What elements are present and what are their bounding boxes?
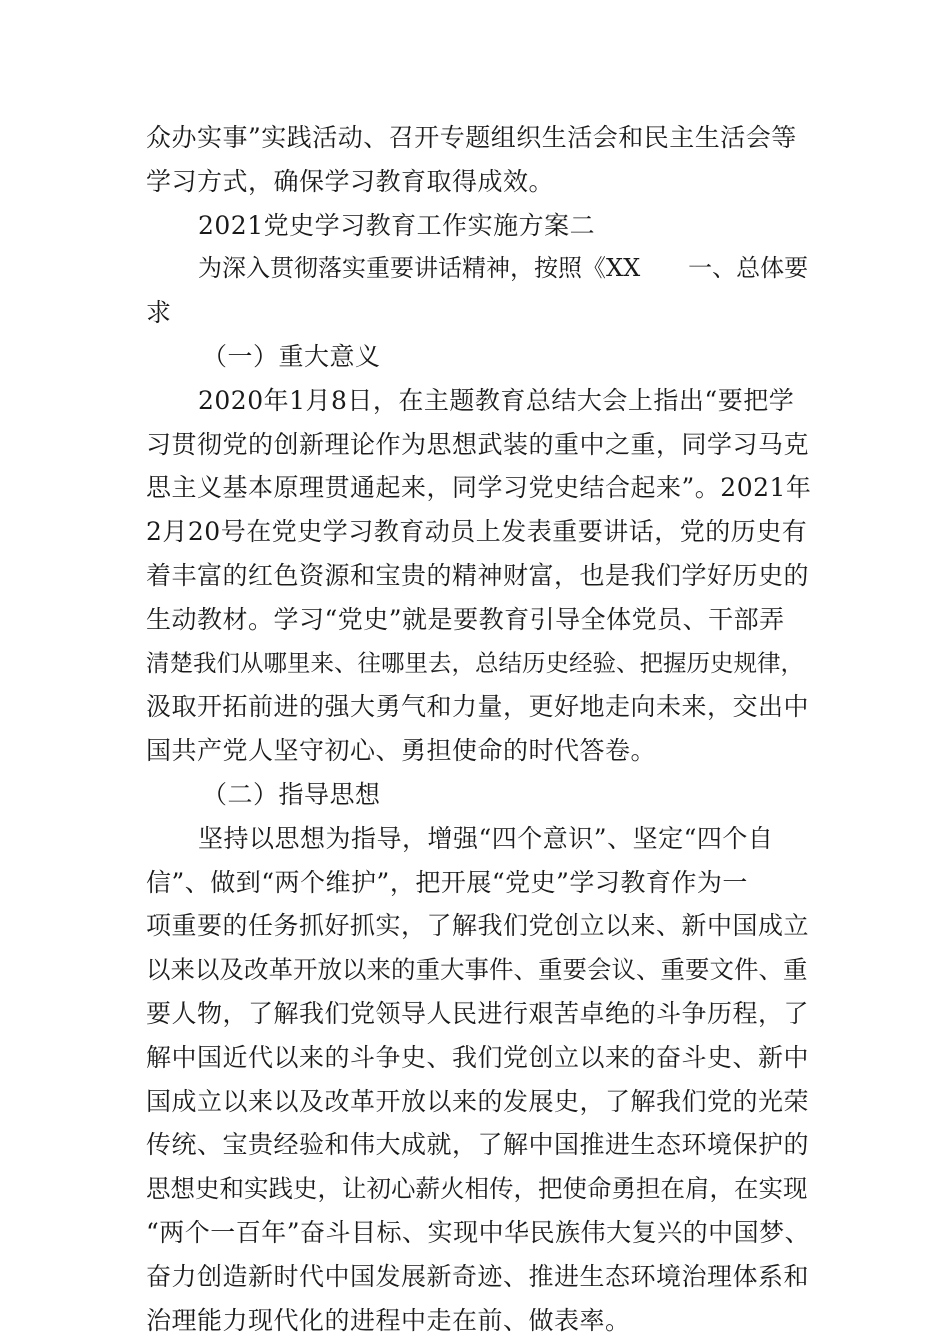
body-line-14: 汲取开拓前进的强大勇气和力量，更好地走向未来，交出中 (146, 692, 810, 722)
body-line-18: 信”、做到“两个维护”，把开展“党史”学习教育作为一 (146, 867, 748, 897)
body-line-25: 思想史和实践史，让初心薪火相传，把使命勇担在肩，在实现 (146, 1174, 808, 1204)
body-line-28: 治理能力现代化的进程中走在前、做表率。 (146, 1305, 631, 1335)
body-line-21: 要人物，了解我们党领导人民进行艰苦卓绝的斗争历程，了 (146, 998, 810, 1028)
body-line-13: 清楚我们从哪里来、往哪里去，总结历史经验、把握历史规律， (146, 648, 804, 677)
body-line-7: 2020年1月8日，在主题教育总结大会上指出“要把学 (198, 385, 795, 415)
body-line-15: 国共产党人坚守初心、勇担使命的时代答卷。 (146, 736, 657, 766)
subheading-significance: （一）重大意义 (202, 341, 381, 371)
body-line-11: 着丰富的红色资源和宝贵的精神财富，也是我们学好历史的 (146, 560, 810, 590)
body-line-17: 坚持以思想为指导，增强“四个意识”、坚定“四个自 (198, 823, 774, 853)
subheading-guiding-thought: （二）指导思想 (202, 779, 381, 809)
body-line-12: 生动教材。学习“党史”就是要教育引导全体党员、干部弄 (146, 604, 785, 634)
body-line-20: 以来以及改革开放以来的重大事件、重要会议、重要文件、重 (146, 955, 808, 985)
body-line-24: 传统、宝贵经验和伟大成就，了解中国推进生态环境保护的 (146, 1130, 810, 1160)
body-line-10: 2月20号在党史学习教育动员上发表重要讲话，党的历史有 (146, 517, 808, 547)
body-line-2: 学习方式，确保学习教育取得成效。 (146, 166, 555, 196)
body-line-27: 奋力创造新时代中国发展新奇迹、推进生态环境治理体系和 (146, 1261, 810, 1291)
section-title-line: 2021党史学习教育工作实施方案二 (198, 210, 596, 240)
body-line-4: 为深入贯彻落实重要讲话精神，按照《XX 一、总体要 (198, 254, 809, 283)
body-line-8: 习贯彻党的创新理论作为思想武装的重中之重，同学习马克 (146, 429, 810, 459)
body-line-26: “两个一百年”奋斗目标、实现中华民族伟大复兴的中国梦、 (146, 1217, 811, 1247)
body-line-5: 求 (146, 298, 172, 328)
body-line-1: 众办实事”实践活动、召开专题组织生活会和民主生活会等 (146, 123, 797, 152)
body-line-9: 思主义基本原理贯通起来，同学习党史结合起来”。2021年 (146, 473, 812, 503)
body-line-22: 解中国近代以来的斗争史、我们党创立以来的奋斗史、新中 (146, 1042, 810, 1072)
body-line-19: 项重要的任务抓好抓实，了解我们党创立以来、新中国成立 (146, 911, 810, 941)
body-line-23: 国成立以来以及改革开放以来的发展史，了解我们党的光荣 (146, 1086, 810, 1116)
document-body (146, 116, 816, 1342)
